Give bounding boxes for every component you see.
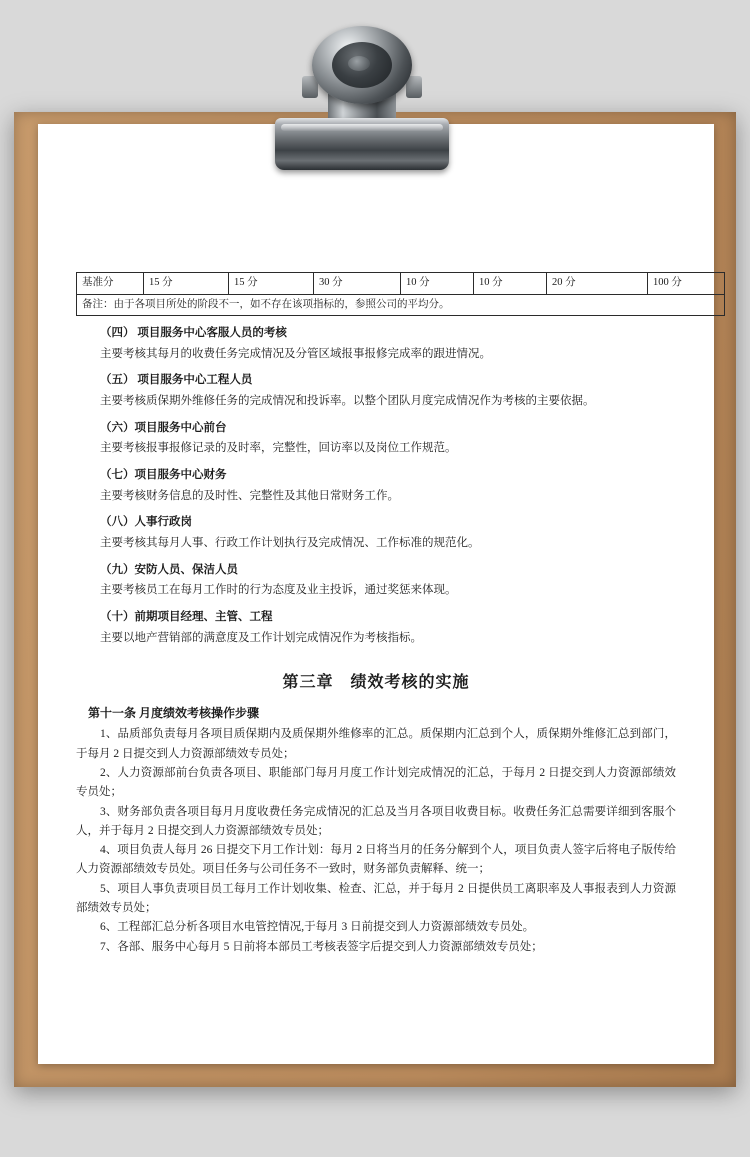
section-heading-4: （四） 项目服务中心客服人员的考核 [100,327,287,340]
clip-knob-icon[interactable] [312,26,412,104]
step-item-5: 5、项目人事负责项目员工每月工作计划收集、检查、汇总，并于每月 2 日提供员工离职率及人事报表到人力资源部绩效专员处； [76,882,676,915]
step-item-2: 2、人力资源部前台负责各项目、职能部门每月月度工作计划完成情况的汇总，于每月 2 日提交到人力资源部绩效专员处； [76,766,676,799]
table-cell-label: 基准分 [77,273,144,295]
section-heading-7: （七）项目服务中心财务 [100,469,227,482]
section-body-9: 主要考核员工在每月工作时的行为态度及业主投诉，通过奖惩来体现。 [100,584,457,597]
section-body-10: 主要以地产营销部的满意度及工作计划完成情况作为考核指标。 [100,631,422,644]
section-body-5: 主要考核质保期外维修任务的完成情况和投诉率。以整个团队月度完成情况作为考核的主要依据。 [100,395,595,408]
section-body-4: 主要考核其每月的收费任务完成情况及分管区域报事报修完成率的跟进情况。 [100,347,491,360]
table-cell-score-6: 20 分 [547,273,648,295]
step-item-7: 7、各部、服务中心每月 5 日前将本部员工考核表签字后提交到人力资源部绩效专员处； [100,940,543,953]
section-body-8: 主要考核其每月人事、行政工作计划执行及完成情况、工作标准的规范化。 [100,537,480,550]
table-cell-score-2: 15 分 [229,273,314,295]
document-content [76,272,682,957]
table-cell-score-4: 10 分 [401,273,474,295]
step-item-4: 4、项目负责人每月 26 日提交下月工作计划：每月 2 日将当月的任务分解到个人，项目负责人签字后将电子版传给人力资源部绩效专员处。项目任务与公司任务不一致时，财务部负责解释、统一； [76,844,676,876]
section-heading-9: （九）安防人员、保洁人员 [100,563,238,576]
step-item-3: 3、财务部负责各项目每月月度收费任务完成情况的汇总及当月各项目收费目标。收费任务汇总需要详细到客服个人，并于每月 2 日提交到人力资源部绩效专员处； [76,805,676,837]
table-row [77,273,725,295]
article-title: 第十一条 月度绩效考核操作步骤 [88,706,260,721]
table-cell-score-3: 30 分 [314,273,401,295]
table-cell-score-5: 10 分 [474,273,547,295]
document-paper [38,124,714,1064]
table-row-note [77,294,725,316]
section-body-7: 主要考核财务信息的及时性、完整性及其他日常财务工作。 [100,489,399,502]
table-cell-score-1: 15 分 [144,273,229,295]
clip-plate [275,118,449,170]
clipboard-clip[interactable] [272,18,452,168]
step-item-1: 1、品质部负责每月各项目质保期内及质保期外维修率的汇总。质保期内汇总到个人，质保期外维修汇总到部门，于每月 2 日提交到人力资源部绩效专员处； [76,728,676,760]
section-body-6: 主要考核报事报修记录的及时率，完整性，回访率以及岗位工作规范。 [100,442,457,455]
section-heading-5: （五） 项目服务中心工程人员 [100,374,253,387]
table-cell-note: 备注：由于各项目所处的阶段不一，如不存在该项指标的，参照公司的平均分。 [77,294,725,316]
step-item-6: 6、工程部汇总分析各项目水电管控情况,于每月 3 日前提交到人力资源部绩效专员处。 [100,921,535,934]
section-heading-6: （六）项目服务中心前台 [100,421,227,434]
score-table [76,272,725,316]
section-heading-8: （八）人事行政岗 [100,516,192,529]
document-page [38,124,714,1064]
clipboard-board [14,112,736,1087]
section-heading-10: （十）前期项目经理、主管、工程 [100,610,273,623]
table-cell-score-total: 100 分 [648,273,725,295]
chapter-title: 第三章 绩效考核的实施 [282,674,470,692]
